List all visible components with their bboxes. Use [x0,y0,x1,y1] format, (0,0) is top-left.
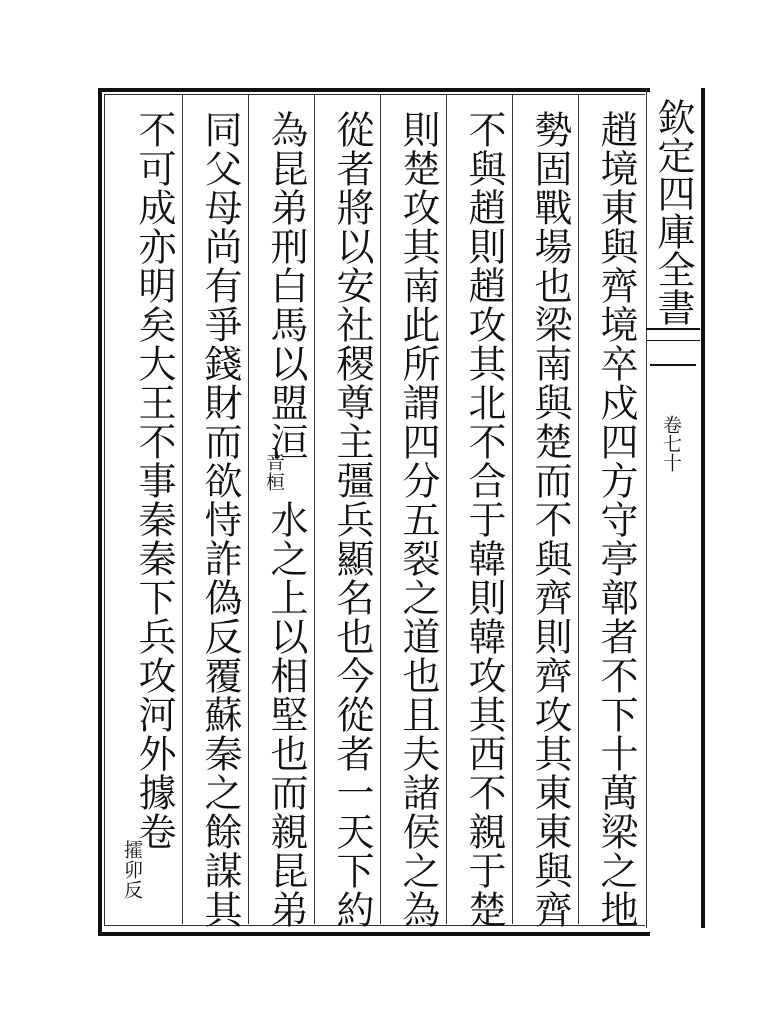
interlinear-note: 音桓 [263,452,285,492]
text-column-2: 勢固戰場也梁南與楚而不與齊則齊攻其東東與齊 [528,110,572,929]
text-column-3: 不與趙則趙攻其北不合于韓則韓攻其西不親于楚 [462,110,506,929]
text-column-6-part-2: 水之上以相堅也而親昆弟 [264,500,308,929]
book-title: 欽定四庫全書 [651,98,695,326]
text-column-1: 趙境東與齊境卒戍四方守亭鄣者不下十萬梁之地 [594,110,638,929]
text-column-4: 則楚攻其南此所謂四分五裂之道也且夫諸侯之為 [396,110,440,929]
fish-tail-mark [650,342,696,366]
volume-label: 卷七十 [660,415,682,472]
margin-rule [646,328,700,330]
margin-rule-thin [646,340,700,341]
text-column-6-part-1: 為昆弟刑白馬以盟洹 [264,110,308,461]
text-column-8: 不可成亦明矣大王不事秦秦下兵攻河外據卷 [132,110,176,851]
text-column-5: 從者將以安社稷尊主彊兵顯名也今從者一天下約 [330,110,374,929]
text-column-7: 同父母尚有爭錢財而欲恃詐偽反覆蘇秦之餘謀其 [198,110,242,929]
interlinear-note-2: 攉卯反 [121,840,143,900]
